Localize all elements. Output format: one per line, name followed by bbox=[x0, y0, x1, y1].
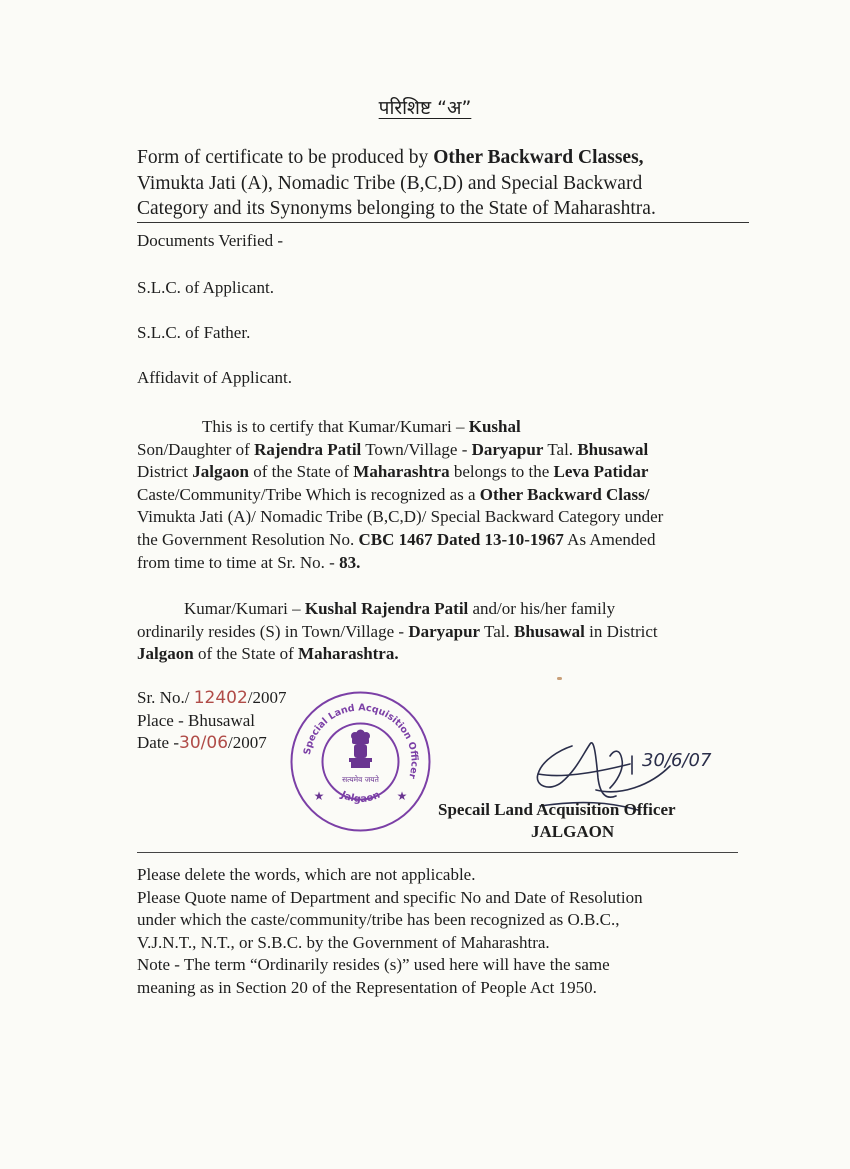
emblem-icon bbox=[349, 730, 372, 769]
date-handwritten: 30/06 bbox=[179, 733, 229, 754]
date: Date -30/06/2007 bbox=[137, 733, 267, 754]
officer-city: JALGAON bbox=[531, 822, 615, 841]
notes-section bbox=[137, 864, 643, 1000]
serial-number: Sr. No./ 12402/2007 bbox=[137, 688, 287, 708]
document-item: S.L.C. of Father. bbox=[137, 323, 251, 342]
note-line: Please delete the words, which are not applicable. bbox=[137, 865, 476, 884]
paper-mark bbox=[557, 677, 562, 680]
heading-line-3: Category and its Synonyms belonging to the State of Maharashtra. bbox=[137, 198, 656, 219]
seal-motto: सत्यमेव जयते bbox=[342, 775, 379, 784]
official-seal bbox=[289, 690, 432, 833]
issue-details bbox=[137, 687, 287, 755]
signature-date: 30/6/07 bbox=[642, 750, 712, 771]
footer-divider bbox=[137, 852, 738, 853]
heading-line-2: Vimukta Jati (A), Nomadic Tribe (B,C,D) and Special Backward bbox=[137, 173, 643, 194]
star-icon: ★ bbox=[396, 789, 408, 803]
residence-paragraph: Kumar/Kumari – Kushal Rajendra Patil and/or his/her family ordinarily resides (S) in Town/Village - Daryapur Tal. Bhusawal in District Jalgaon of the State of Maharashtra. bbox=[137, 599, 658, 664]
note-line: Please Quote name of Department and specific No and Date of Resolution bbox=[137, 887, 643, 907]
annexure-title: परिशिष्ट “अ” bbox=[378, 97, 472, 119]
heading-line-1: Form of certificate to be produced by Other Backward Classes, bbox=[137, 147, 644, 168]
seal-bottom-text: Jalgaon bbox=[339, 789, 382, 806]
document-item: Affidavit of Applicant. bbox=[137, 368, 293, 387]
svg-text:Jalgaon bbox=[338, 789, 382, 805]
certify-paragraph: This is to certify that Kumar/Kumari – Kushal Son/Daughter of Rajendra Patil Town/Village - Daryapur Tal. Bhusawal District Jalgaon of the State of Maharashtra belongs to the Leva Patidar Caste/Community/Tribe Which is recognized as a Other Backward Class/ Vimukta Jati (A)/ Nomadic Tribe (B,C,D)/ Special Backward Category under the Government Resolution No. CBC 1467 Dated 13-10-1967 As Amended from time to time at Sr. No. - 83. bbox=[137, 417, 664, 572]
note-line: meaning as in Section 20 of the Representation of People Act 1950. bbox=[137, 977, 597, 997]
serial-handwritten: 12402 bbox=[193, 688, 248, 708]
note-line: Note - The term “Ordinarily resides (s)” used here will have the same bbox=[137, 955, 610, 975]
officer-title: Specail Land Acquisition Officer bbox=[438, 800, 676, 819]
heading-divider bbox=[137, 222, 749, 223]
seal-ring-text: Special Land Acquisition Officer bbox=[301, 702, 420, 780]
note-line: V.J.N.T., N.T., or S.B.C. by the Government of Maharashtra. bbox=[137, 932, 550, 952]
star-icon: ★ bbox=[313, 789, 325, 803]
documents-verified-label: Documents Verified - bbox=[137, 231, 284, 250]
place: Place - Bhusawal bbox=[137, 710, 256, 730]
document-item: S.L.C. of Applicant. bbox=[137, 278, 274, 297]
note-line: under which the caste/community/tribe has been recognized as O.B.C., bbox=[137, 910, 620, 930]
